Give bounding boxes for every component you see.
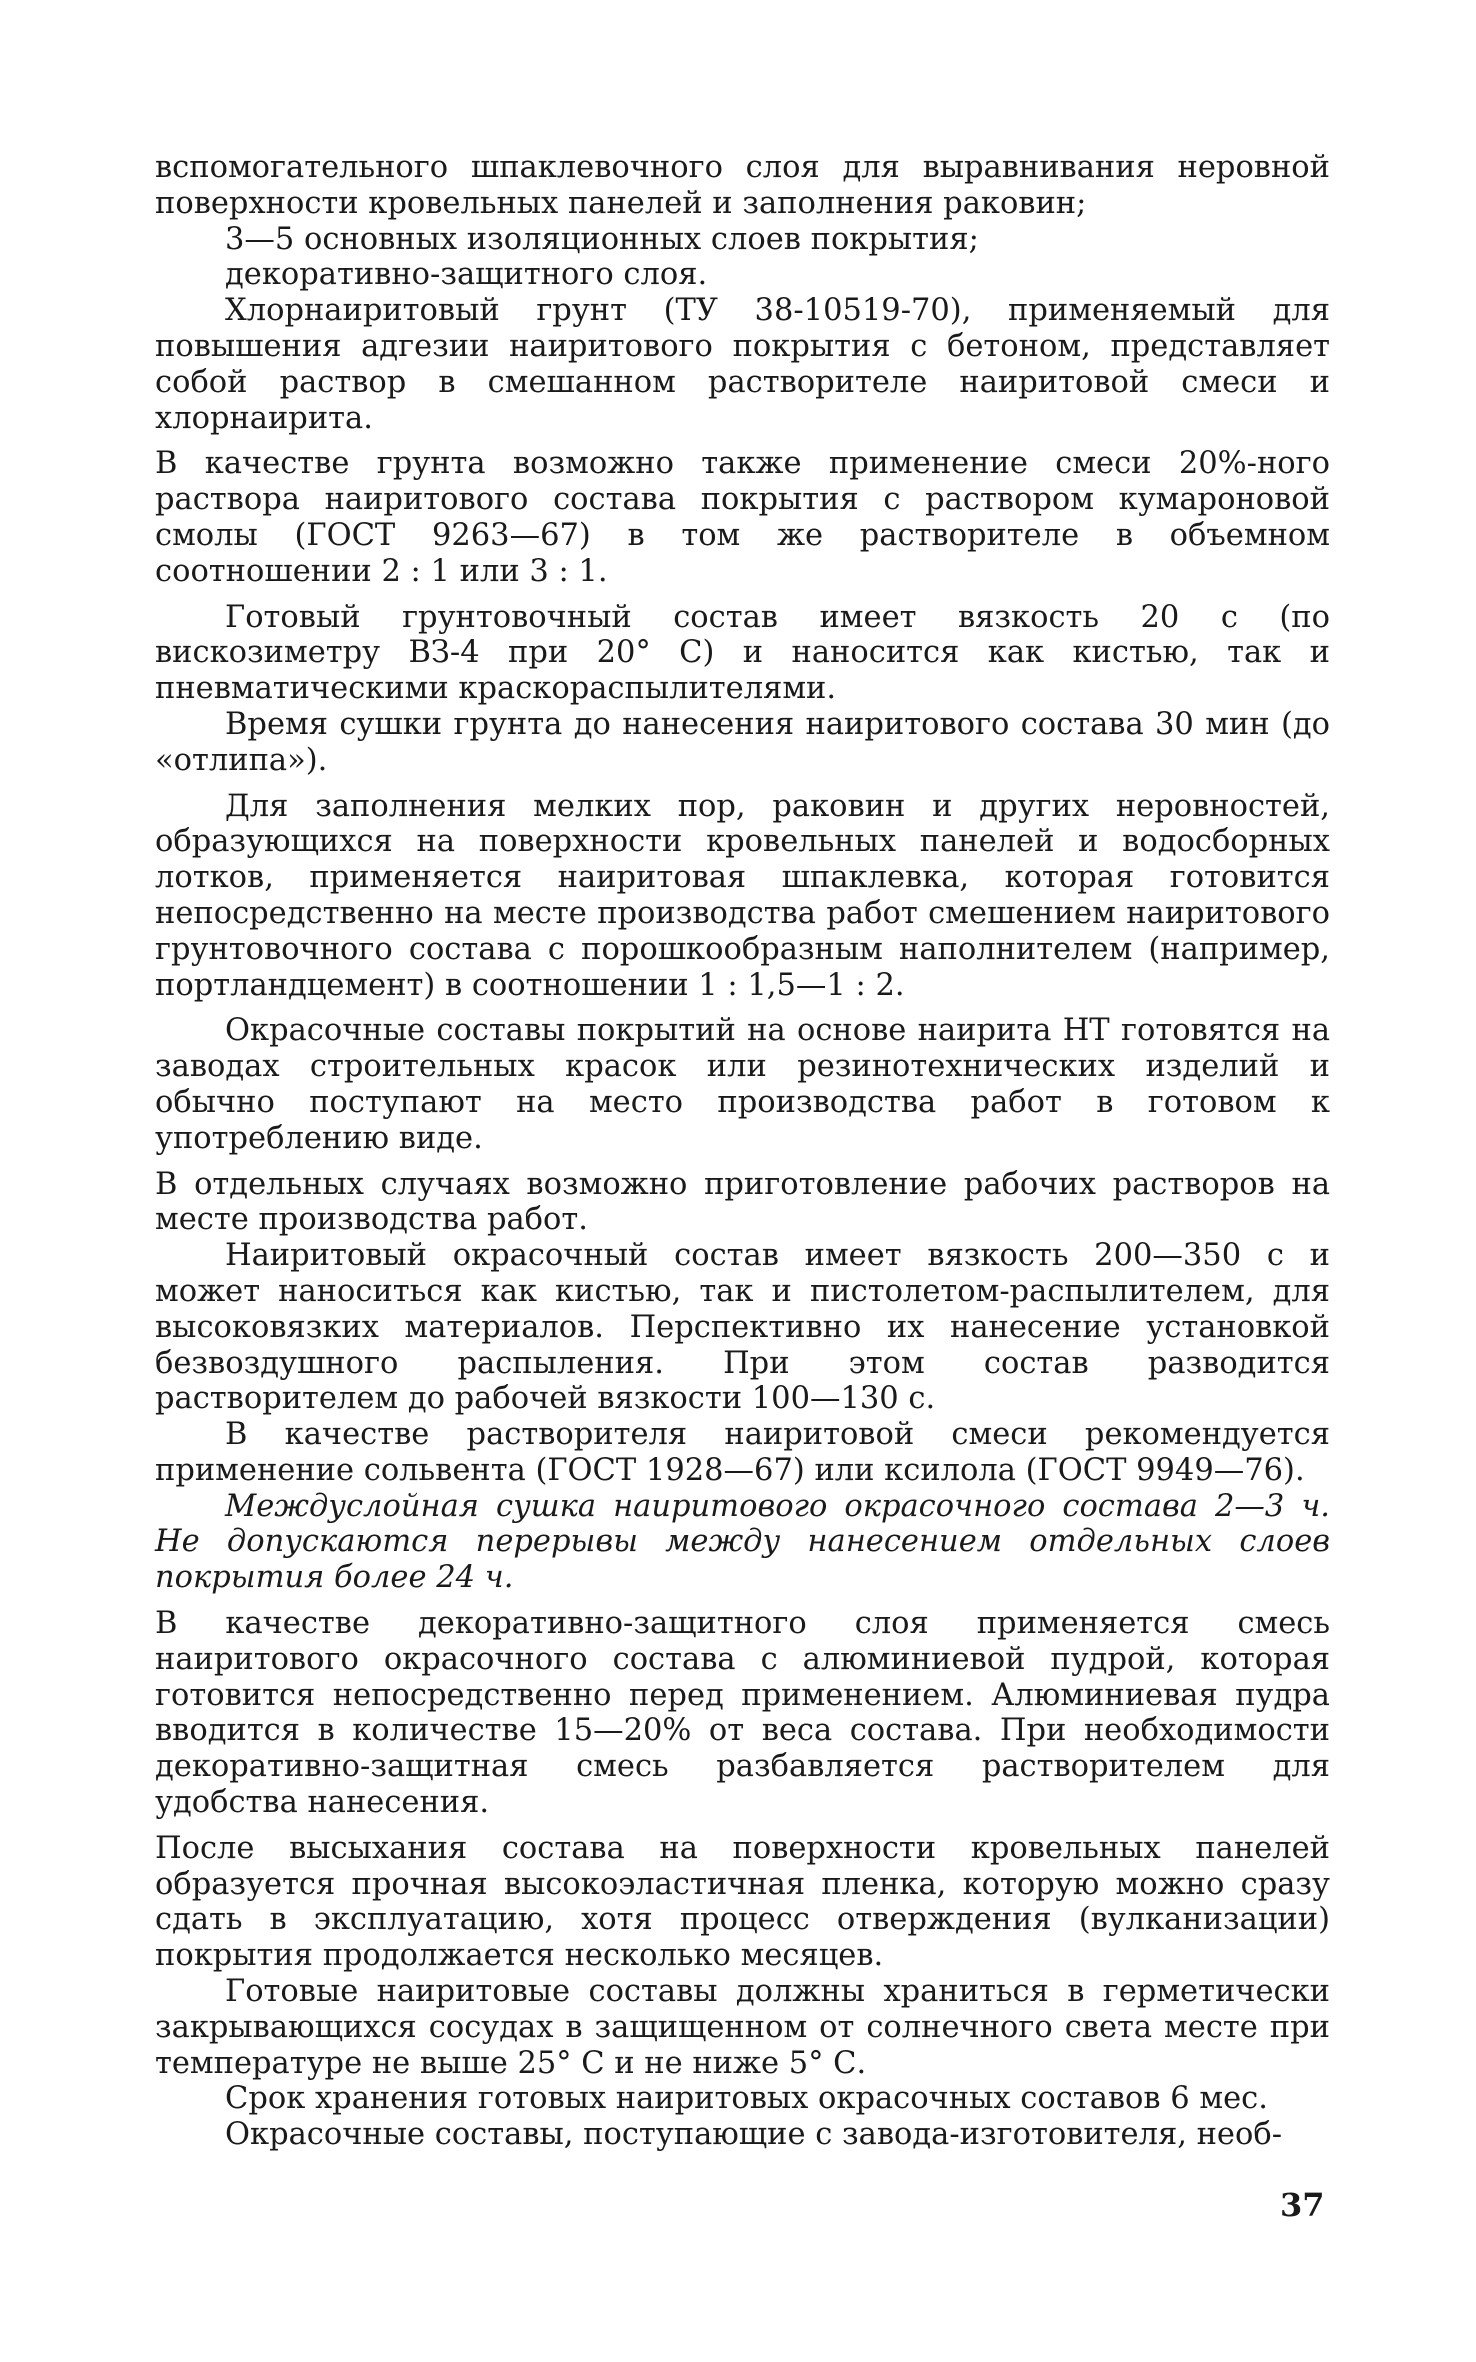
paragraph-6: Готовый грунтовочный состав имеет вязкость 20 с (по вискозиметру ВЗ-4 при 20° С) и наносится как кистью, так и пневматическими краскораспылителями. [155,599,1330,707]
paragraph-1: вспомогательного шпаклевочного слоя для выравнивания неровной поверхности кровельных панелей и заполнения раковин; [155,150,1330,221]
paragraph-7: Время сушки грунта до нанесения наиритового состава 30 мин (до «отлипа»). [155,706,1330,778]
paragraph-13: Междуслойная сушка наиритового окрасочного состава 2—3 ч. Не допускаются перерывы между нанесением отдельных слоев покрытия более 24 ч. [155,1488,1330,1596]
paragraph-14: В качестве декоративно-защитного слоя применяется смесь наиритового окрасочного состава с алюминиевой пудрой, которая готовится непосредственно перед применением. Алюминиевая пудра вводится в количестве 15—20% от веса состава. При необходимости декоративно-защитная смесь разбавляется растворителем для удобства нанесения. [155,1606,1330,1821]
page-body [155,150,1330,2153]
paragraph-12: В качестве растворителя наиритовой смеси рекомендуется применение сольвента (ГОСТ 1928—67) или ксилола (ГОСТ 9949—76). [155,1417,1330,1488]
paragraph-9: Окрасочные составы покрытий на основе наирита НТ готовятся на заводах строительных красок или резинотехнических изделий и обычно поступают на место производства работ в готовом к употреблению виде. [155,1013,1330,1156]
paragraph-10: В отдельных случаях возможно приготовление рабочих растворов на месте производства работ. [155,1166,1330,1238]
paragraph-18: Окрасочные составы, поступающие с завода-изготовителя, необ- [225,2117,1283,2153]
paragraph-17: Срок хранения готовых наиритовых окрасочных составов 6 мес. [225,2081,1268,2117]
paragraph-11: Наиритовый окрасочный состав имеет вязкость 200—350 с и может наноситься как кистью, так и пистолетом-распылителем, для высоковязких материалов. Перспективно их нанесение установкой безвоздушного распыления. При этом состав разводится растворителем до рабочей вязкости 100—130 с. [155,1238,1330,1417]
paragraph-15: После высыхания состава на поверхности кровельных панелей образуется прочная высокоэластичная пленка, которую можно сразу сдать в эксплуатацию, хотя процесс отверждения (вулканизации) покрытия продолжается несколько месяцев. [155,1830,1330,1974]
paragraph-5: В качестве грунта возможно также применение смеси 20%-ного раствора наиритового состава покрытия с раствором кумароновой смолы (ГОСТ 9263—67) в том же растворителе в объемном соотношении 2 : 1 или 3 : 1. [155,446,1330,589]
paragraph-3: декоративно-защитного слоя. [225,257,708,293]
paragraph-4: Хлорнаиритовый грунт (ТУ 38-10519-70), применяемый для повышения адгезии наиритового покрытия с бетоном, представляет собой раствор в смешанном растворителе наиритовой смеси и хлорнаирита. [155,293,1330,436]
paragraph-2: 3—5 основных изоляционных слоев покрытия; [225,221,979,257]
paragraph-8: Для заполнения мелких пор, раковин и других неровностей, образующихся на поверхности кровельных панелей и водосборных лотков, применяется наиритовая шпаклевка, которая готовится непосредственно на месте производства работ смешением наиритового грунтовочного состава с порошкообразным наполнителем (например, портландцемент) в соотношении 1 : 1,5—1 : 2. [155,788,1330,1003]
paragraph-16: Готовые наиритовые составы должны храниться в герметически закрывающихся сосудах в защищенном от солнечного света месте при температуре не выше 25° С и не ниже 5° С. [155,1974,1330,2081]
page-number: 37 [1280,2186,1325,2224]
